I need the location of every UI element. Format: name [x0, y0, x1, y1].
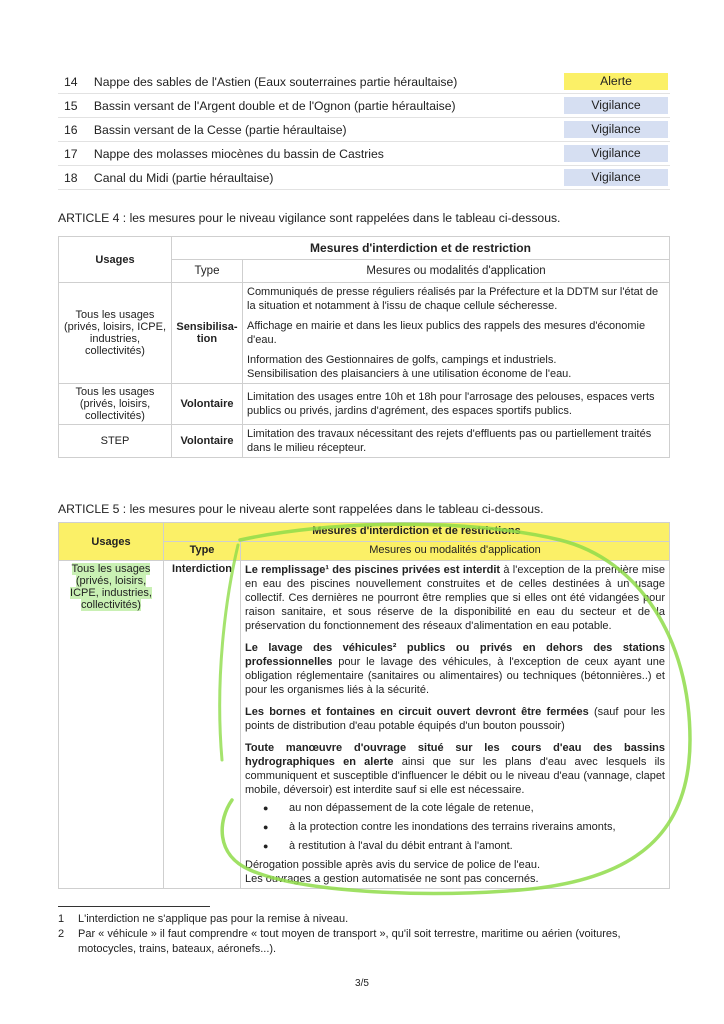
zone-row	[58, 118, 670, 142]
footnote-2: 2 Par « véhicule » il faut comprendre « tout moyen de transport », qu'il soit terrestre, maritime ou aérien (voitures, motocycles, trains, bateaux, aéronefs...).	[58, 928, 621, 955]
measure-works	[245, 741, 665, 797]
footnote-divider	[58, 906, 210, 907]
row2-measures	[243, 384, 670, 425]
zone-number: 15	[58, 94, 94, 118]
article-5-table	[58, 522, 670, 889]
type-header: Type	[172, 260, 243, 283]
list-item: ● à restitution à l'aval du débit entrant à l'amont.	[263, 839, 665, 853]
row1-usage: Tous les usages (privés, loisirs, ICPE, industries, collectivités)	[59, 283, 172, 384]
measures-cell	[241, 561, 670, 889]
zone-row	[58, 142, 670, 166]
automated-text: Les ouvrages a gestion automatisée ne sont pas concernés.	[245, 873, 539, 885]
row1-type: Sensibilisa-tion	[172, 283, 243, 384]
measure-text: Communiqués de presse réguliers réalisés par la Préfecture et la DDTM sur l'état de la situation et notamment à l'issu de chaque cellule sécheresse.	[247, 286, 659, 312]
measure-text: Sensibilisation des plaisanciers à une utilisation économe de l'eau.	[247, 368, 572, 380]
zone-level-cell	[562, 142, 670, 166]
zones-table	[58, 70, 670, 190]
zone-number: 14	[58, 70, 94, 94]
footnote-1: 1 L'interdiction ne s'applique pas pour la remise à niveau.	[58, 913, 349, 925]
footnotes	[58, 912, 670, 957]
measure-bold: Le remplissage¹ des piscines privées est interdit	[245, 564, 501, 576]
zone-row	[58, 166, 670, 190]
usage-line: Tous les usages	[71, 563, 151, 575]
zone-level-cell	[562, 166, 670, 190]
list-item: ● au non dépassement de la cote légale de retenue,	[263, 801, 665, 815]
zone-level-badge: Vigilance	[564, 97, 668, 114]
measure-text: ainsi que sur les plans d'eau avec lesquels ils communiquent et susceptible d'influencer le débit ou le niveau d'eau (vannage, clapet mobile, déversoir) est interdite sauf si elle est nécessaire.	[245, 756, 665, 796]
type-cell: Interdiction	[164, 561, 241, 889]
derogation-text: Dérogation possible après avis du service de police de l'eau.	[245, 859, 540, 871]
exceptions-list	[263, 801, 665, 853]
measure-text: (sauf pour les points de distribution d'eau potable équipés d'un bouton poussoir)	[245, 706, 665, 732]
zone-level-badge: Alerte	[564, 73, 668, 90]
zone-row	[58, 70, 670, 94]
measure-text: Information des Gestionnaires de golfs, campings et industriels.	[247, 354, 557, 366]
zone-level-cell	[562, 70, 670, 94]
measure-bold: Toute manœuvre d'ouvrage situé sur les cours d'eau des bassins hydrographiques en alerte	[245, 742, 665, 768]
article-4-table	[58, 236, 670, 458]
zone-name: Nappe des molasses miocènes du bassin de Castries	[94, 142, 562, 166]
zone-row	[58, 94, 670, 118]
row3-measures	[243, 425, 670, 458]
measure-vehicles	[245, 641, 665, 697]
measure-text: Limitation des travaux nécessitant des rejets d'effluents pas ou partiellement traités dans le milieu récepteur.	[247, 428, 652, 454]
zone-name: Nappe des sables de l'Astien (Eaux souterraines partie héraultaise)	[94, 70, 562, 94]
zone-level-cell	[562, 94, 670, 118]
zone-number: 18	[58, 166, 94, 190]
usage-cell	[59, 561, 164, 889]
row1-measures	[243, 283, 670, 384]
article-4-intro: ARTICLE 4 : les mesures pour le niveau vigilance sont rappelées dans le tableau ci-dessous.	[58, 211, 561, 225]
row2-usage: Tous les usages (privés, loisirs, collectivités)	[59, 384, 172, 425]
zone-level-cell	[562, 118, 670, 142]
zone-level-badge: Vigilance	[564, 121, 668, 138]
zone-name: Bassin versant de l'Argent double et de l'Ognon (partie héraultaise)	[94, 94, 562, 118]
article-5-intro: ARTICLE 5 : les mesures pour le niveau alerte sont rappelées dans le tableau ci-dessous.	[58, 502, 544, 516]
mesures-header: Mesures d'interdiction et de restrictions	[164, 523, 670, 542]
zone-name: Canal du Midi (partie héraultaise)	[94, 166, 562, 190]
row3-type: Volontaire	[172, 425, 243, 458]
measure-text: à l'exception de la première mise en eau des piscines nouvellement construites et de celles destinées à un usage collectif. Ces dernières ne pourront être remplies que si elles ont été vidangées pour raison sanitaire, et sous réserve de la disponibilité en eau du secteur et de la préservation du fonctionnement des réseaux d'alimentation en eau potable.	[245, 564, 666, 632]
mesures-header: Mesures d'interdiction et de restriction	[172, 237, 670, 260]
measure-pools	[245, 563, 665, 633]
zone-name: Bassin versant de la Cesse (partie héraultaise)	[94, 118, 562, 142]
page-number: 3/5	[355, 978, 369, 989]
zone-number: 17	[58, 142, 94, 166]
row3-usage: STEP	[59, 425, 172, 458]
measure-bold: Les bornes et fontaines en circuit ouvert devront être fermées	[245, 706, 589, 718]
type-header: Type	[164, 542, 241, 561]
usages-header: Usages	[59, 523, 164, 561]
usage-line: (privés, loisirs,	[75, 575, 147, 587]
measure-fountains	[245, 705, 665, 733]
measure-text: Affichage en mairie et dans les lieux publics des rappels des mesures d'économie d'eau.	[247, 320, 646, 346]
measure-text: pour le lavage des véhicules, à l'exception de ceux ayant une obligation réglementaire (sanitaires ou alimentaires) ou techniques (bétonnières..) et pour les organismes liés à la sécurité.	[245, 656, 665, 696]
list-item: ● à la protection contre les inondations des terrains riverains amonts,	[263, 820, 665, 834]
modalites-header: Mesures ou modalités d'application	[243, 260, 670, 283]
measure-text: Limitation des usages entre 10h et 18h pour l'arrosage des pelouses, espaces verts publics ou privés, jardins d'agrément, des espaces sportifs publics.	[247, 391, 655, 417]
row2-type: Volontaire	[172, 384, 243, 425]
zone-number: 16	[58, 118, 94, 142]
measure-bold: Le lavage des véhicules² publics ou privés en dehors des stations professionnelles	[245, 642, 665, 668]
usage-line: ICPE, industries,	[70, 587, 152, 599]
zone-level-badge: Vigilance	[564, 145, 668, 162]
modalites-header: Mesures ou modalités d'application	[241, 542, 670, 561]
usages-header: Usages	[59, 237, 172, 283]
zone-level-badge: Vigilance	[564, 169, 668, 186]
usage-line: collectivités)	[81, 599, 141, 611]
